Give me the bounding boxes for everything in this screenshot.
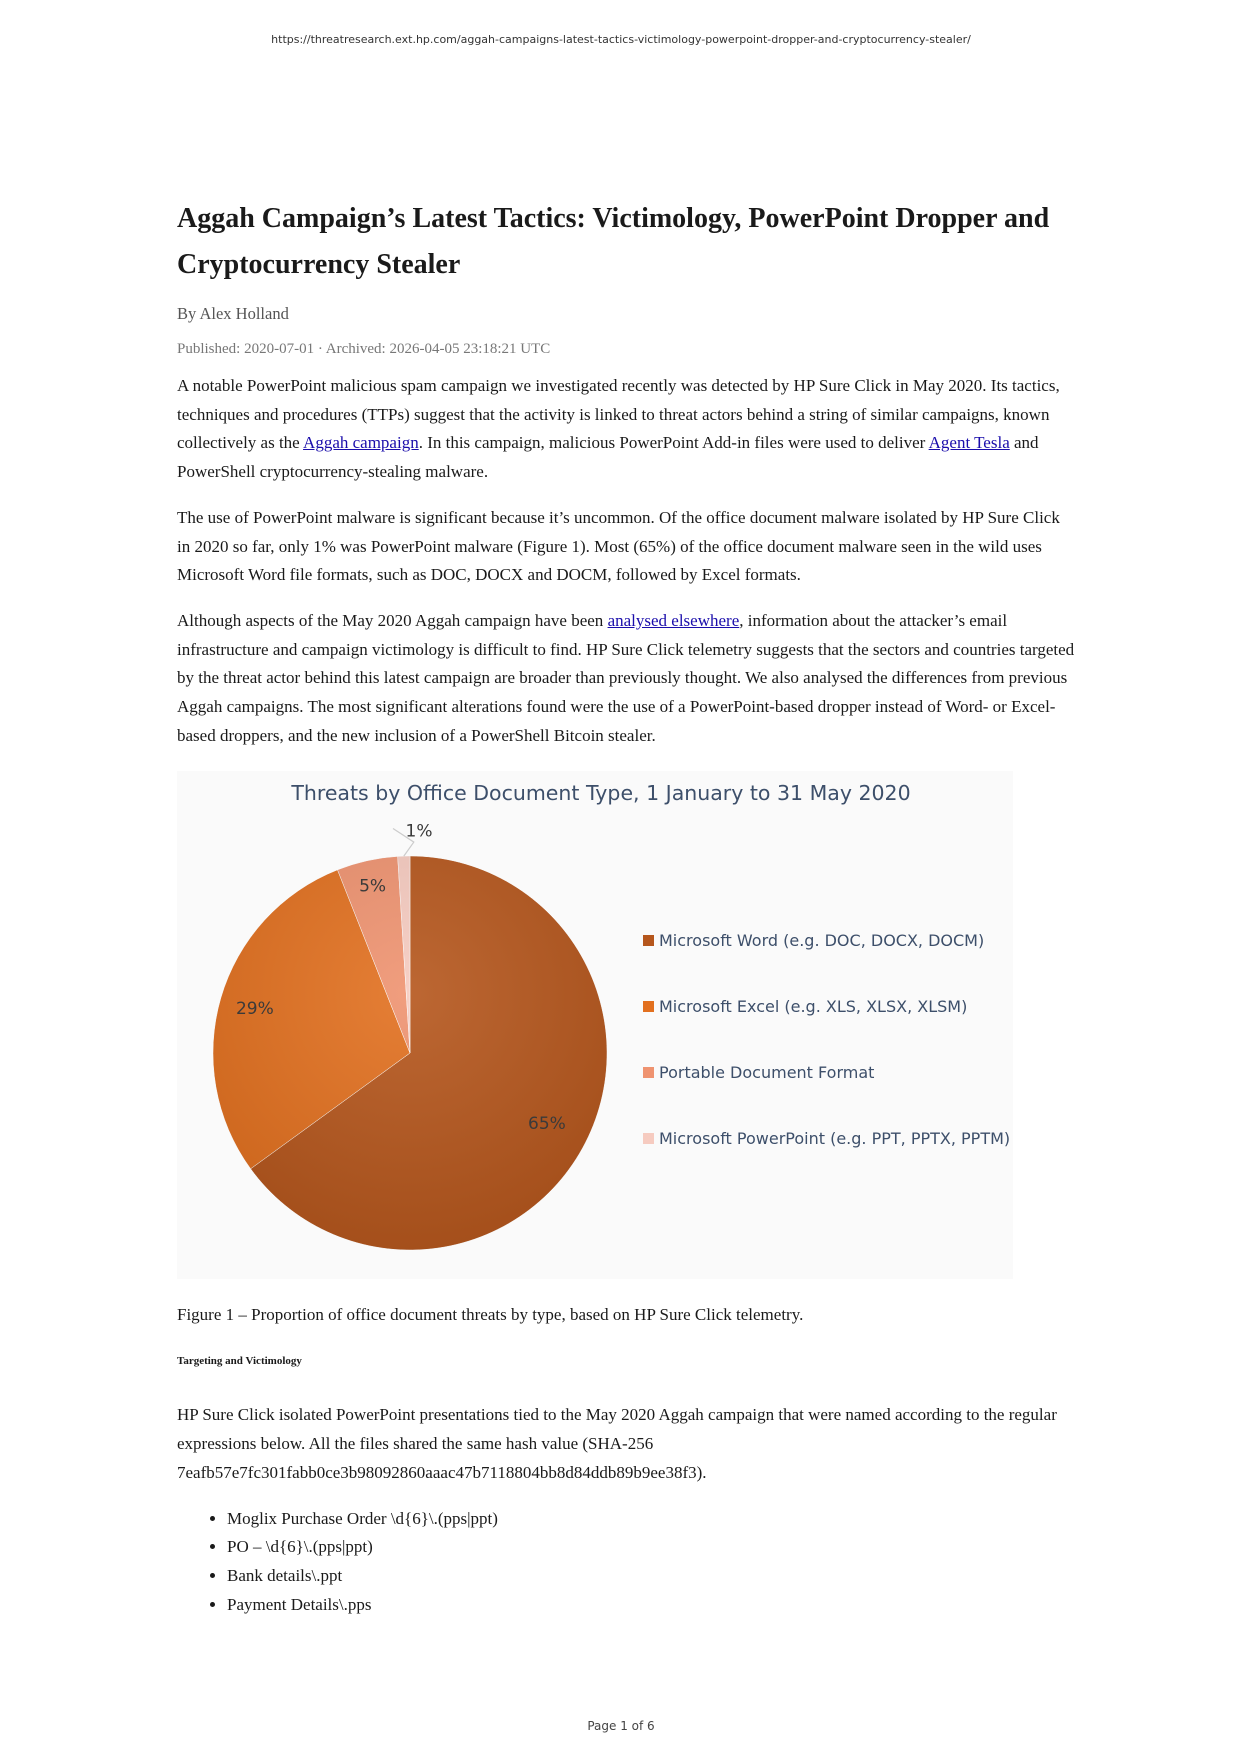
legend-swatch [643,1067,654,1078]
pie-slices [213,856,607,1250]
paragraph-intro [177,372,1077,487]
list-item: • Payment Details\.pps [227,1591,1077,1620]
section-heading: Targeting and Victimology [177,1355,302,1368]
paragraph-text: A notable PowerPoint malicious spam campaign we investigated recently was detected by HP Sure Click in May 2020. Its tactics, techniques and procedures (TTPs) suggest that the activity is linked to threat actors behind a string of similar campaigns, known collectively as the [177,376,1060,453]
legend-label: Microsoft PowerPoint (e.g. PPT, PPTX, PPTM) [659,1129,1011,1149]
paragraph-powerpoint-significance: The use of PowerPoint malware is significant because it’s uncommon. Of the office document malware isolated by HP Sure Click in 2020 so far, only 1% was PowerPoint malware (Figure 1). Most (65%) of the office document malware seen in the wild uses Microsoft Word file formats, such as DOC, DOCX and DOCM, followed by Excel formats. [177,507,1060,585]
article-title: Aggah Campaign’s Latest Tactics: Victimology, PowerPoint Dropper and Cryptocurrency Stealer [177,203,1050,280]
list-item: • Moglix Purchase Order \d{6}\.(pps|ppt) [227,1505,1077,1534]
paragraph-text: . In this campaign, malicious PowerPoint Add-in files were used to deliver [418,433,929,453]
pie-chart [177,771,1013,1279]
legend-swatch [643,935,654,946]
figure-caption: Figure 1 – Proportion of office document threats by type, based on HP Sure Click telemetry. [177,1305,804,1325]
paragraph-text: , information about the attacker’s email infrastructure and campaign victimology is difficult to find. HP Sure Click telemetry suggests that the sectors and countries targeted by the threat actor behind this latest campaign are broader than previously thought. We also analysed the differences from previous Aggah campaigns. The most significant alterations found were the use of a PowerPoint-based dropper instead of Word- or Excel-based droppers, and the new inclusion of a PowerShell Bitcoin stealer. [177,610,1075,745]
agent-tesla-link[interactable]: Agent Tesla [928,433,1010,453]
paragraph-targeting: HP Sure Click isolated PowerPoint presentations tied to the May 2020 Aggah campaign that were named according to the regular expressions below. All the files shared the same hash value (SHA-256 7eafb57e7fc301fabb0ce3b98092860aaac47b7118804bb8d84ddb89b9ee38f3). [177,1405,1057,1482]
legend-swatch [643,1133,654,1144]
chart-legend [643,931,1010,1148]
article [177,196,1077,1619]
legend-label: Microsoft Excel (e.g. XLS, XLSX, XLSM) [659,997,968,1017]
pie-shading [213,856,607,1250]
paragraph-analysis [177,607,1077,751]
paragraph-text: and PowerShell cryptocurrency-stealing malware. [177,433,1039,482]
page-url-header: https://threatresearch.ext.hp.com/aggah-campaigns-latest-tactics-victimology-powerpoint-dropper-and-cryptocurrency-stealer/ [271,33,971,46]
aggah-campaign-link[interactable]: Aggah campaign [303,433,419,453]
pie-chart-figure [177,771,1013,1279]
pie-slice-label: 65% [528,1114,566,1135]
list-item: • Bank details\.ppt [227,1562,1077,1591]
paragraph-text: Although aspects of the May 2020 Aggah campaign have been [177,610,608,630]
legend-label: Portable Document Format [659,1063,875,1083]
filename-patterns-list [177,1505,1077,1620]
pie-slice-label: 29% [235,999,274,1020]
page-number: Page 1 of 6 [587,1719,655,1733]
article-meta: Published: 2020-07-01 · Archived: 2026-04-05 23:18:21 UTC [177,341,551,357]
legend-swatch [643,1001,654,1012]
analysed-elsewhere-link[interactable]: analysed elsewhere [607,610,740,630]
pie-slice-label: 1% [405,821,433,842]
chart-title: Threats by Office Document Type, 1 January to 31 May 2020 [291,781,911,806]
list-item: • PO – \d{6}\.(pps|ppt) [227,1533,1077,1562]
pie-slice-label: 5% [359,877,387,898]
article-byline: By Alex Holland [177,304,289,323]
legend-label: Microsoft Word (e.g. DOC, DOCX, DOCM) [659,931,985,951]
